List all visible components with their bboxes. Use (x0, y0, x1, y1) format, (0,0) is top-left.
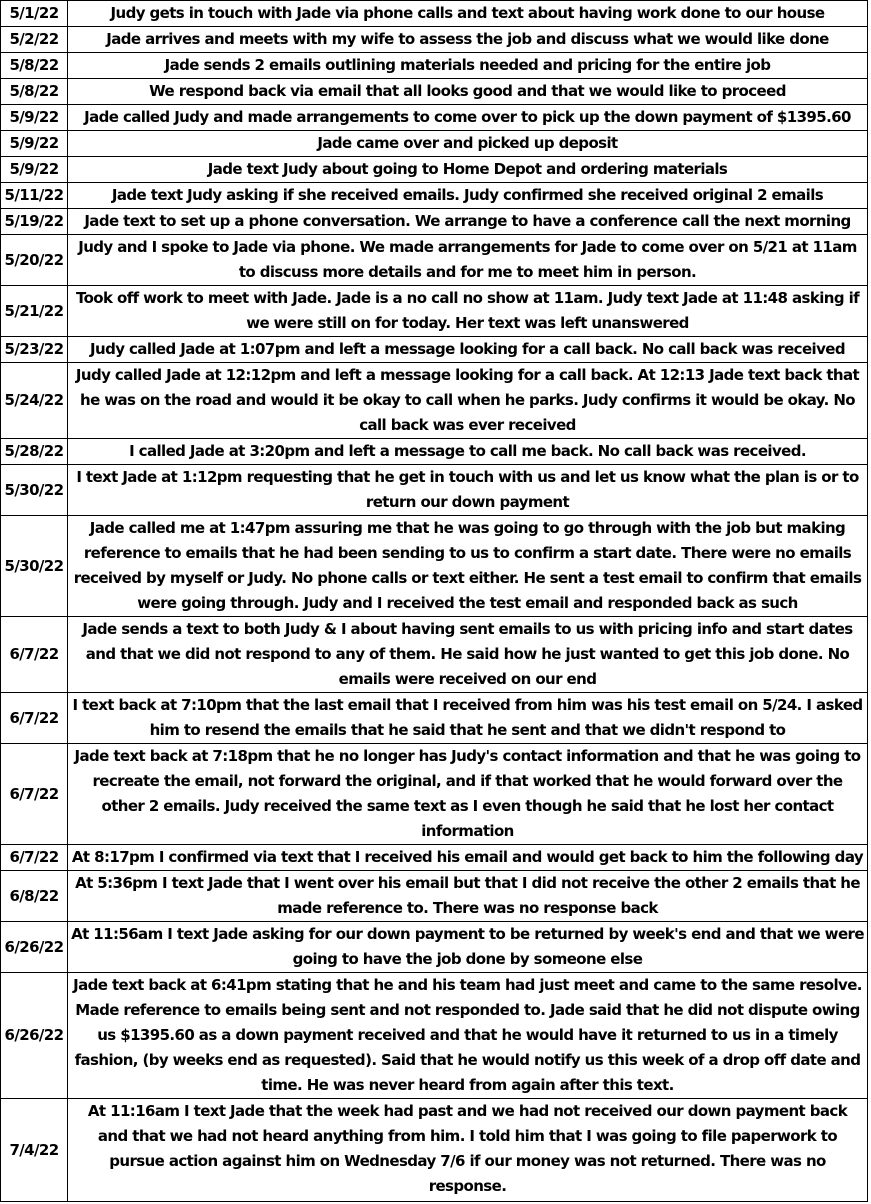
table-row (1, 105, 868, 131)
entry-text: At 11:56am I text Jade asking for our down payment to be returned by week's end and that we were going to have the job done by someone else (68, 922, 868, 973)
table-row (1, 871, 868, 922)
table-row (1, 973, 868, 1099)
entry-text: Jade arrives and meets with my wife to assess the job and discuss what we would like done (68, 27, 868, 53)
table-row (1, 617, 868, 693)
entry-date: 5/8/22 (1, 79, 68, 105)
table-row (1, 922, 868, 973)
entry-date: 5/21/22 (1, 286, 68, 337)
entry-date: 5/8/22 (1, 53, 68, 79)
entry-text: At 8:17pm I confirmed via text that I received his email and would get back to him the following day (68, 845, 868, 871)
entry-text: Jade text to set up a phone conversation. We arrange to have a conference call the next morning (68, 209, 868, 235)
entry-date: 5/2/22 (1, 27, 68, 53)
entry-date: 5/19/22 (1, 209, 68, 235)
entry-text: Judy called Jade at 1:07pm and left a message looking for a call back. No call back was received (68, 337, 868, 363)
entry-date: 5/28/22 (1, 439, 68, 465)
table-row (1, 465, 868, 516)
table-row (1, 744, 868, 845)
entry-text: Jade called me at 1:47pm assuring me that he was going to go through with the job but making reference to emails that he had been sending to us to confirm a start date. There were no emails received by myself or Judy. No phone calls or text either. He sent a test email to confirm that emails were going through. Judy and I received the test email and responded back as such (68, 516, 868, 617)
table-row (1, 363, 868, 439)
entry-text: Jade text back at 7:18pm that he no longer has Judy's contact information and that he was going to recreate the email, not forward the original, and if that worked that he would forward over the other 2 emails. Judy received the same text as I even though he said that he lost her contact information (68, 744, 868, 845)
entry-text: I called Jade at 3:20pm and left a message to call me back. No call back was received. (68, 439, 868, 465)
entry-text: Jade called Judy and made arrangements to come over to pick up the down payment of $1395.60 (68, 105, 868, 131)
entry-date: 5/30/22 (1, 465, 68, 516)
entry-date: 6/7/22 (1, 845, 68, 871)
entry-text: Jade text Judy asking if she received emails. Judy confirmed she received original 2 emails (68, 183, 868, 209)
entry-date: 5/9/22 (1, 105, 68, 131)
entry-date: 5/20/22 (1, 235, 68, 286)
entry-date: 5/30/22 (1, 516, 68, 617)
entry-date: 5/9/22 (1, 131, 68, 157)
table-row (1, 1099, 868, 1202)
entry-text: Jade sends a text to both Judy & I about having sent emails to us with pricing info and start dates and that we did not respond to any of them. He said how he just wanted to get this job done. No emails were received on our end (68, 617, 868, 693)
entry-text: I text Jade at 1:12pm requesting that he get in touch with us and let us know what the plan is or to return our down payment (68, 465, 868, 516)
table-row (1, 183, 868, 209)
entry-date: 5/24/22 (1, 363, 68, 439)
entry-date: 6/8/22 (1, 871, 68, 922)
table-row (1, 157, 868, 183)
entry-date: 6/26/22 (1, 973, 68, 1099)
entry-text: Jade text Judy about going to Home Depot and ordering materials (68, 157, 868, 183)
table-row (1, 286, 868, 337)
entry-date: 5/11/22 (1, 183, 68, 209)
entry-text: We respond back via email that all looks good and that we would like to proceed (68, 79, 868, 105)
entry-text: Jade text back at 6:41pm stating that he and his team had just meet and came to the same resolve. Made reference to emails being sent and not responded to. Jade said that he did not dispute owing us $1395.60 as a down payment received and that he would have it returned to us in a timely fashion, (by weeks end as requested). Said that he would notify us this week of a drop off date and time. He was never heard from again after this text. (68, 973, 868, 1099)
table-row (1, 27, 868, 53)
table-row (1, 209, 868, 235)
entry-date: 6/7/22 (1, 693, 68, 744)
table-row (1, 131, 868, 157)
table-row (1, 337, 868, 363)
entry-date: 6/7/22 (1, 617, 68, 693)
table-row (1, 53, 868, 79)
entry-date: 7/4/22 (1, 1099, 68, 1202)
table-row (1, 439, 868, 465)
entry-text: Judy gets in touch with Jade via phone calls and text about having work done to our house (68, 1, 868, 27)
entry-text: At 11:16am I text Jade that the week had past and we had not received our down payment back and that we had not heard anything from him. I told him that I was going to file paperwork to pursue action against him on Wednesday 7/6 if our money was not returned. There was no response. (68, 1099, 868, 1202)
entry-text: Judy called Jade at 12:12pm and left a message looking for a call back. At 12:13 Jade text back that he was on the road and would it be okay to call when he parks. Judy confirms it would be okay. No call back was ever received (68, 363, 868, 439)
table-row (1, 693, 868, 744)
entry-text: Judy and I spoke to Jade via phone. We made arrangements for Jade to come over on 5/21 at 11am to discuss more details and for me to meet him in person. (68, 235, 868, 286)
entry-text: At 5:36pm I text Jade that I went over his email but that I did not receive the other 2 emails that he made reference to. There was no response back (68, 871, 868, 922)
entry-date: 5/9/22 (1, 157, 68, 183)
table-row (1, 235, 868, 286)
entry-date: 5/23/22 (1, 337, 68, 363)
table-row (1, 516, 868, 617)
entry-date: 6/26/22 (1, 922, 68, 973)
table-row (1, 1, 868, 27)
entry-text: Jade sends 2 emails outlining materials needed and pricing for the entire job (68, 53, 868, 79)
entry-text: I text back at 7:10pm that the last email that I received from him was his test email on 5/24. I asked him to resend the emails that he said that he sent and that we didn't respond to (68, 693, 868, 744)
table-row (1, 79, 868, 105)
entry-text: Jade came over and picked up deposit (68, 131, 868, 157)
entry-text: Took off work to meet with Jade. Jade is a no call no show at 11am. Judy text Jade at 11:48 asking if we were still on for today. Her text was left unanswered (68, 286, 868, 337)
entry-date: 5/1/22 (1, 1, 68, 27)
table-row (1, 845, 868, 871)
entry-date: 6/7/22 (1, 744, 68, 845)
